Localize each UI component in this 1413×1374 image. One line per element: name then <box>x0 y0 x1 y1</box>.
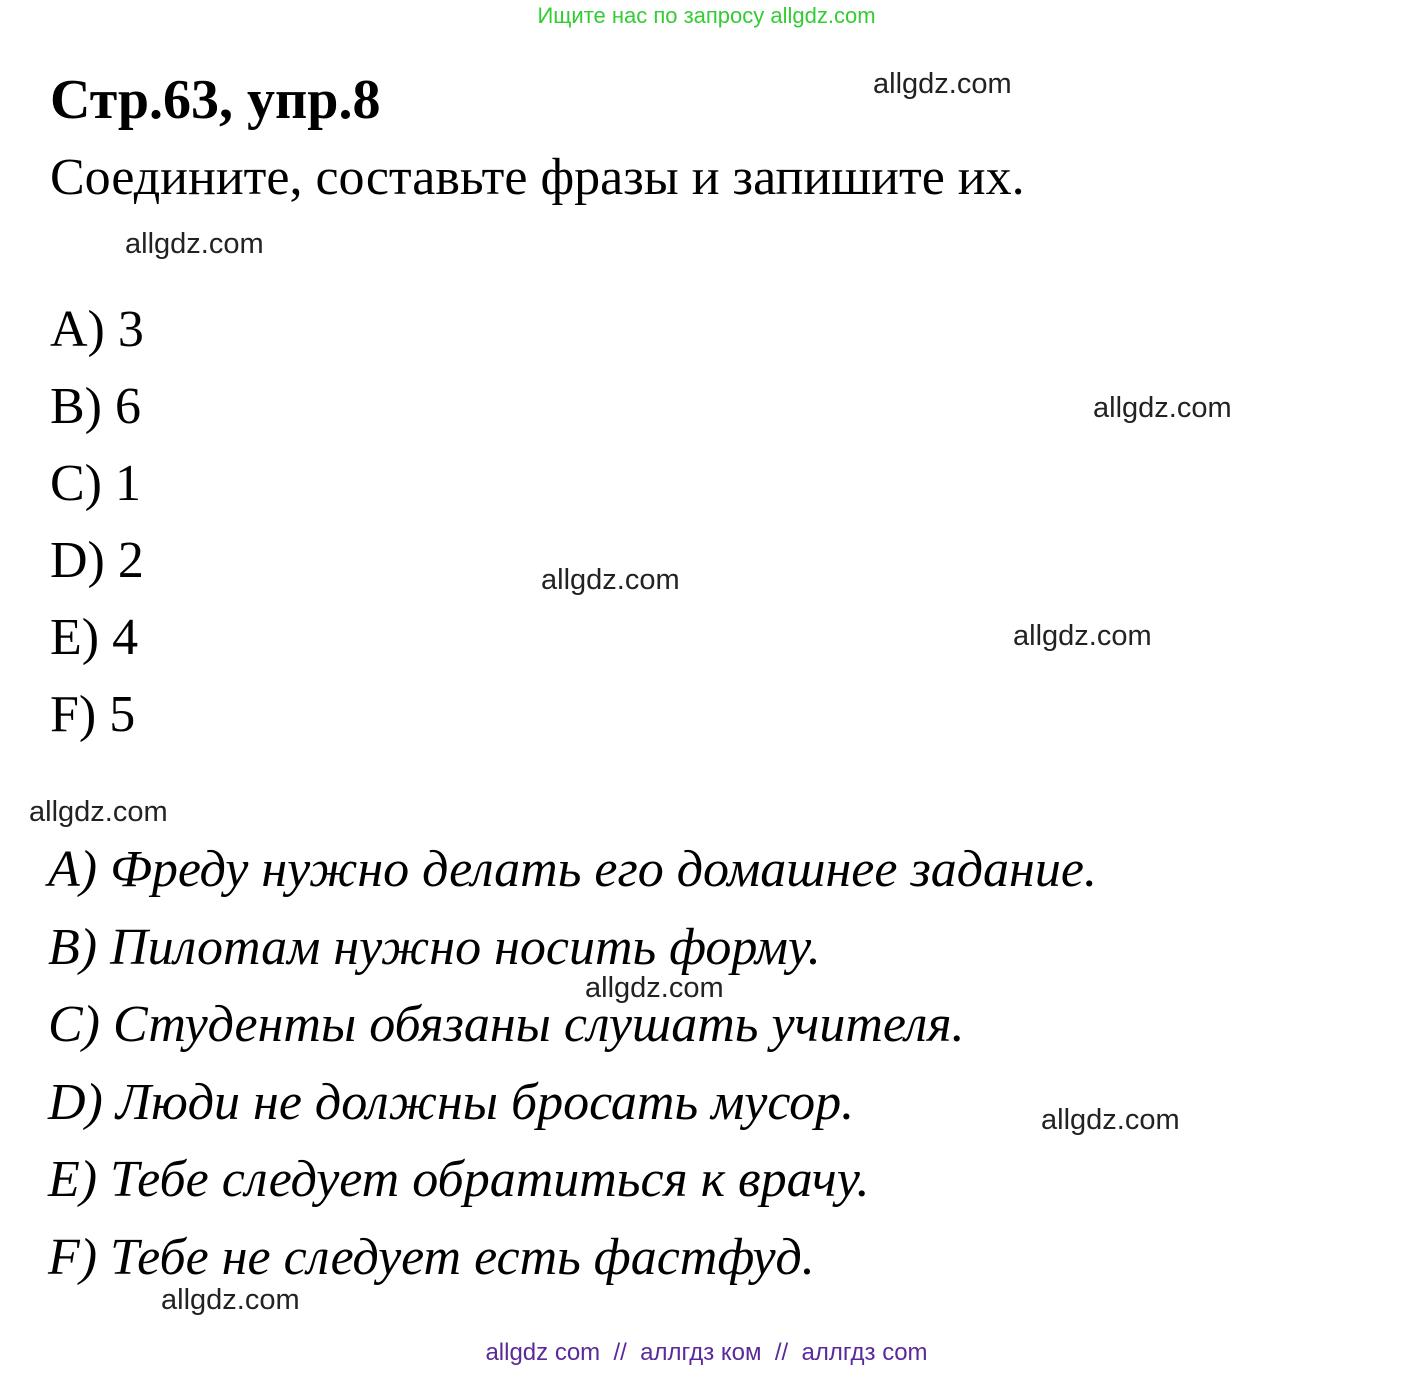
phrase-item: E) Тебе следует обратиться к врачу. <box>48 1151 870 1208</box>
answer-item: E) 4 <box>50 609 139 666</box>
answer-item: D) 2 <box>50 532 144 589</box>
watermark-text: allgdz.com <box>29 796 168 828</box>
watermark-text: allgdz.com <box>585 972 724 1004</box>
answer-key-list <box>50 294 144 756</box>
phrase-item: D) Люди не должны бросать мусор. <box>48 1073 855 1131</box>
phrase-item: F) Тебе не следует есть фастфуд. <box>48 1228 815 1286</box>
watermark-text: allgdz.com <box>1041 1104 1180 1136</box>
exercise-instruction: Соедините, составьте фразы и запишите их. <box>50 149 1025 206</box>
watermark-text: allgdz.com <box>873 68 1012 100</box>
top-banner: Ищите нас по запросу allgdz.com <box>537 3 876 28</box>
phrase-item: B) Пилотам нужно носить форму. <box>48 918 821 976</box>
watermark-text: allgdz.com <box>541 564 680 596</box>
watermark-text: allgdz.com <box>125 228 264 260</box>
phrase-list <box>48 832 1097 1297</box>
footer-text: allgdz com // аллгдз ком // аллгдз com <box>485 1339 928 1366</box>
watermark-text: allgdz.com <box>1013 620 1152 652</box>
answer-item: A) 3 <box>50 301 144 358</box>
answer-item: B) 6 <box>50 378 141 435</box>
answer-item: F) 5 <box>50 686 136 743</box>
answer-item: C) 1 <box>50 455 141 512</box>
watermark-text: allgdz.com <box>161 1284 300 1316</box>
page-title: Стр.63, упр.8 <box>50 69 381 131</box>
phrase-item: A) Фреду нужно делать его домашнее задание. <box>48 841 1097 898</box>
watermark-text: allgdz.com <box>1093 392 1232 424</box>
phrase-item: C) Студенты обязаны слушать учителя. <box>48 996 965 1053</box>
